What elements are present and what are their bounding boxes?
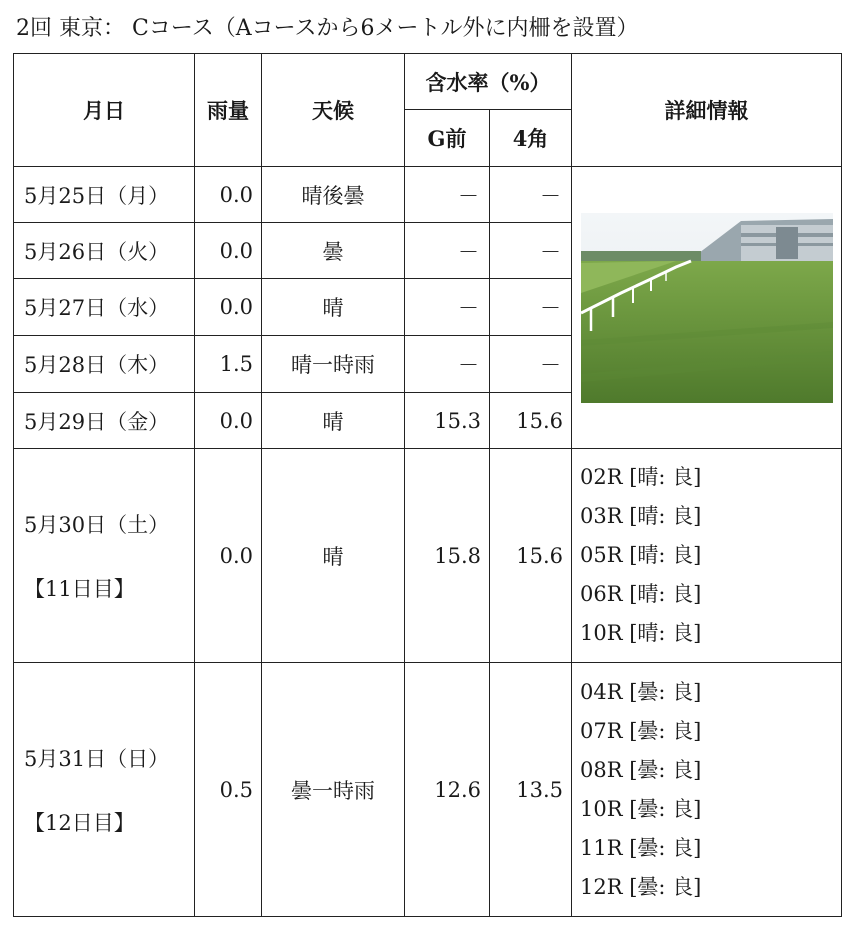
date-label: 5月31日（日）	[24, 746, 170, 771]
cell-goal-front: －	[405, 167, 490, 223]
header-weather: 天候	[262, 54, 405, 167]
race-info-item[interactable]: 10R [晴: 良]	[580, 621, 702, 645]
table-row	[14, 449, 842, 663]
table-row	[14, 167, 842, 223]
race-info-item[interactable]: 12R [曇: 良]	[580, 874, 702, 899]
race-day-label: 【12日目】	[24, 810, 135, 835]
cell-corner4: －	[490, 167, 572, 223]
cell-corner4: 13.5	[490, 663, 572, 917]
cell-corner4: 15.6	[490, 393, 572, 449]
page-title: 2回 東京： Cコース（Aコースから6メートル外に内柵を設置）	[16, 16, 639, 41]
cell-rain: 0.5	[195, 663, 262, 917]
cell-weather: 晴後曇	[262, 167, 405, 223]
cell-corner4: －	[490, 279, 572, 336]
cell-date: 5月26日（火）	[14, 223, 195, 279]
race-day-label: 【11日目】	[24, 576, 135, 601]
race-info-list	[572, 449, 842, 663]
course-photo-cell	[572, 167, 842, 449]
cell-weather: 晴	[262, 449, 405, 663]
cell-date: 5月25日（月）	[14, 167, 195, 223]
cell-date: 5月27日（水）	[14, 279, 195, 336]
table-row	[14, 663, 842, 917]
cell-date	[14, 663, 195, 917]
date-label: 5月30日（土）	[24, 512, 170, 537]
cell-goal-front: －	[405, 279, 490, 336]
cell-rain: 0.0	[195, 167, 262, 223]
header-info: 詳細情報	[572, 54, 842, 167]
header-corner4: 4角	[490, 110, 572, 167]
cell-rain: 0.0	[195, 449, 262, 663]
cell-date	[14, 449, 195, 663]
cell-weather: 曇	[262, 223, 405, 279]
cell-date: 5月29日（金）	[14, 393, 195, 449]
cell-weather: 曇一時雨	[262, 663, 405, 917]
cell-weather: 晴一時雨	[262, 336, 405, 393]
cell-corner4: －	[490, 223, 572, 279]
header-moisture: 含水率（%）	[405, 54, 572, 110]
cell-rain: 0.0	[195, 223, 262, 279]
cell-goal-front: －	[405, 223, 490, 279]
race-info-item[interactable]: 11R [曇: 良]	[580, 835, 702, 860]
race-info-item[interactable]: 07R [曇: 良]	[580, 718, 702, 743]
cell-rain: 0.0	[195, 279, 262, 336]
header-date: 月日	[14, 54, 195, 167]
cell-goal-front: 12.6	[405, 663, 490, 917]
cell-rain: 0.0	[195, 393, 262, 449]
race-info-item[interactable]: 06R [晴: 良]	[580, 582, 702, 606]
cell-weather: 晴	[262, 393, 405, 449]
header-rain: 雨量	[195, 54, 262, 167]
race-info-item[interactable]: 05R [晴: 良]	[580, 543, 702, 567]
race-info-item[interactable]: 08R [曇: 良]	[580, 757, 702, 782]
track-condition-table	[13, 53, 842, 917]
cell-goal-front: 15.8	[405, 449, 490, 663]
cell-rain: 1.5	[195, 336, 262, 393]
cell-corner4: 15.6	[490, 449, 572, 663]
race-info-item[interactable]: 04R [曇: 良]	[580, 679, 702, 704]
header-goal-front: G前	[405, 110, 490, 167]
race-info-item[interactable]: 03R [晴: 良]	[580, 504, 702, 528]
cell-goal-front: －	[405, 336, 490, 393]
race-info-list	[572, 663, 842, 917]
race-info-item[interactable]: 10R [曇: 良]	[580, 796, 702, 821]
cell-goal-front: 15.3	[405, 393, 490, 449]
cell-date: 5月28日（木）	[14, 336, 195, 393]
cell-corner4: －	[490, 336, 572, 393]
cell-weather: 晴	[262, 279, 405, 336]
turf-course-photo	[581, 213, 833, 403]
race-info-item[interactable]: 02R [晴: 良]	[580, 465, 702, 489]
